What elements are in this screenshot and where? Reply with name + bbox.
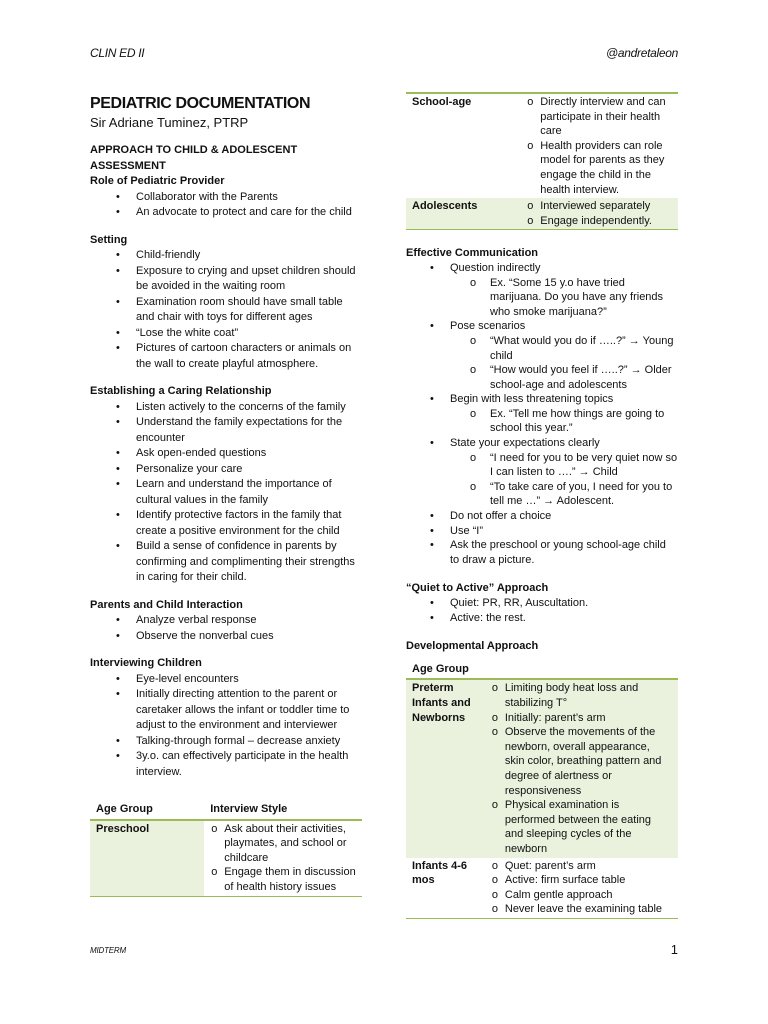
list-item: • Ask open-ended questions: [136, 446, 362, 462]
list-item: • Quiet: PR, RR, Auscultation.: [450, 596, 678, 611]
table-header-age-group: Age Group: [412, 662, 469, 675]
row-label: Preschool: [90, 820, 204, 896]
list-item: • Exposure to crying and upset children should be avoided in the waiting room: [136, 264, 362, 295]
interviewing-heading: Interviewing Children: [90, 657, 202, 669]
role-list: [90, 190, 362, 221]
main-heading: APPROACH TO CHILD & ADOLESCENT ASSESSMENT: [90, 144, 298, 172]
table-row: [406, 198, 678, 230]
list-item: • State your expectations clearly o “I need for you to be very quiet now so I can listen to ….” → Child o “To take care of you, I need for you to tell me …” → Adolescent.: [450, 436, 678, 509]
list-item: • Personalize your care: [136, 462, 362, 478]
row-label: Adolescents: [406, 198, 520, 230]
setting-list: [90, 248, 362, 372]
sub-item: o Ex. “Some 15 y.o have tried marijuana. Do you have any friends who smoke marijuana?”: [490, 276, 678, 320]
list-item: • Pose scenarios o “What would you do if …..?” → Young child o “How would you feel if …..?” → Older school-age and adolescents: [450, 319, 678, 392]
list-item: • Identify protective factors in the family that create a positive environment for the child: [136, 508, 362, 539]
table-row: [90, 820, 362, 896]
sub-item: o Ex. “Tell me how things are going to school this year.”: [490, 407, 678, 436]
role-heading: Role of Pediatric Provider: [90, 175, 225, 187]
list-item: • Pictures of cartoon characters or animals on the wall to create playful atmosphere.: [136, 341, 362, 372]
list-item: o Calm gentle approach: [505, 888, 672, 903]
parents-list: [90, 613, 362, 644]
footer-label: MIDTERM: [90, 946, 126, 955]
setting-heading: Setting: [90, 233, 128, 246]
quiet-active-heading: “Quiet to Active” Approach: [406, 582, 549, 595]
list-item: o Engage them in discussion of health history issues: [224, 865, 356, 894]
list-item: o Engage independently.: [540, 214, 672, 229]
table-row: [406, 679, 678, 857]
list-item: o Active: firm surface table: [505, 873, 672, 888]
row-label: Infants 4-6 mos: [406, 858, 485, 919]
caring-heading: Establishing a Caring Relationship: [90, 385, 272, 397]
header-author-handle: @andretaleon: [606, 46, 678, 60]
doc-author: Sir Adriane Tuminez, PTRP: [90, 115, 249, 130]
table-row: [406, 858, 678, 919]
sub-item: o “What would you do if …..?” → Young child: [490, 334, 678, 363]
interview-style-table: [90, 800, 362, 897]
sub-item: o “How would you feel if …..?” → Older school-age and adolescents: [490, 363, 678, 392]
list-item: o Observe the movements of the newborn, overall appearance, skin color, breathing pattern and degree of alertness or responsiveness: [505, 725, 672, 798]
list-item: • Initially directing attention to the parent or caretaker allows the infant or toddler time to adjust to the environment and interviewer: [136, 687, 362, 734]
list-item: • 3y.o. can effectively participate in the health interview.: [136, 749, 362, 780]
sub-item: o “I need for you to be very quiet now so I can listen to ….” → Child: [490, 451, 678, 480]
list-item: • Begin with less threatening topics o Ex. “Tell me how things are going to school this year.”: [450, 392, 678, 436]
caring-list: [90, 400, 362, 586]
list-item: • Learn and understand the importance of cultural values in the family: [136, 477, 362, 508]
list-item: o Limiting body heat loss and stabilizing T°: [505, 681, 672, 710]
list-item: • Talking-through formal – decrease anxiety: [136, 734, 362, 750]
table-header-age-group: Age Group: [96, 803, 153, 815]
header-course: CLIN ED II: [90, 46, 145, 60]
list-item: • An advocate to protect and care for the child: [136, 205, 362, 221]
doc-title: PEDIATRIC DOCUMENTATION: [90, 95, 311, 112]
quiet-active-list: [406, 596, 678, 625]
list-item: • Build a sense of confidence in parents by confirming and complimenting their strengths in caring for their child.: [136, 539, 362, 586]
list-item: o Never leave the examining table: [505, 902, 672, 917]
row-label: Preterm Infants and Newborns: [406, 679, 485, 857]
table-row: [406, 93, 678, 198]
list-item: o Health providers can role model for parents as they engage the child in the health interview.: [540, 139, 672, 197]
list-item: • Use “I”: [450, 524, 678, 539]
list-item: • Question indirectly o Ex. “Some 15 y.o have tried marijuana. Do you have any friends who smoke marijuana?”: [450, 261, 678, 319]
left-column: [90, 94, 362, 897]
list-item: • Do not offer a choice: [450, 509, 678, 524]
list-item: • Observe the nonverbal cues: [136, 629, 362, 645]
table-header-interview-style: Interview Style: [210, 803, 288, 815]
list-item: • Active: the rest.: [450, 611, 678, 626]
list-item: o Directly interview and can participate in their health care: [540, 95, 672, 139]
list-item: • Analyze verbal response: [136, 613, 362, 629]
list-item: o Interviewed separately: [540, 199, 672, 214]
list-item: o Quet: parent’s arm: [505, 859, 672, 874]
list-item: o Ask about their activities, playmates, and school or childcare: [224, 822, 356, 866]
list-item: • Ask the preschool or young school-age child to draw a picture.: [450, 538, 678, 567]
list-item: o Initially: parent’s arm: [505, 711, 672, 726]
communication-heading: Effective Communication: [406, 247, 539, 260]
right-column: [406, 92, 678, 919]
list-item: • “Lose the white coat”: [136, 326, 362, 342]
communication-list: [406, 261, 678, 567]
list-item: o Physical examination is performed between the eating and sleeping cycles of the newborn: [505, 798, 672, 856]
parents-heading: Parents and Child Interaction: [90, 598, 243, 611]
developmental-table: [406, 660, 678, 919]
page-number: 1: [670, 942, 678, 957]
developmental-heading: Developmental Approach: [406, 640, 539, 653]
list-item: • Understand the family expectations for the encounter: [136, 415, 362, 446]
row-label: School-age: [406, 93, 520, 198]
list-item: • Listen actively to the concerns of the family: [136, 400, 362, 416]
interviewing-list: [90, 672, 362, 781]
list-item: • Examination room should have small table and chair with toys for different ages: [136, 295, 362, 326]
list-item: • Child-friendly: [136, 248, 362, 264]
list-item: • Collaborator with the Parents: [136, 190, 362, 206]
sub-item: o “To take care of you, I need for you to tell me …” → Adolescent.: [490, 480, 678, 509]
list-item: • Eye-level encounters: [136, 672, 362, 688]
interview-style-table-continued: [406, 92, 678, 230]
